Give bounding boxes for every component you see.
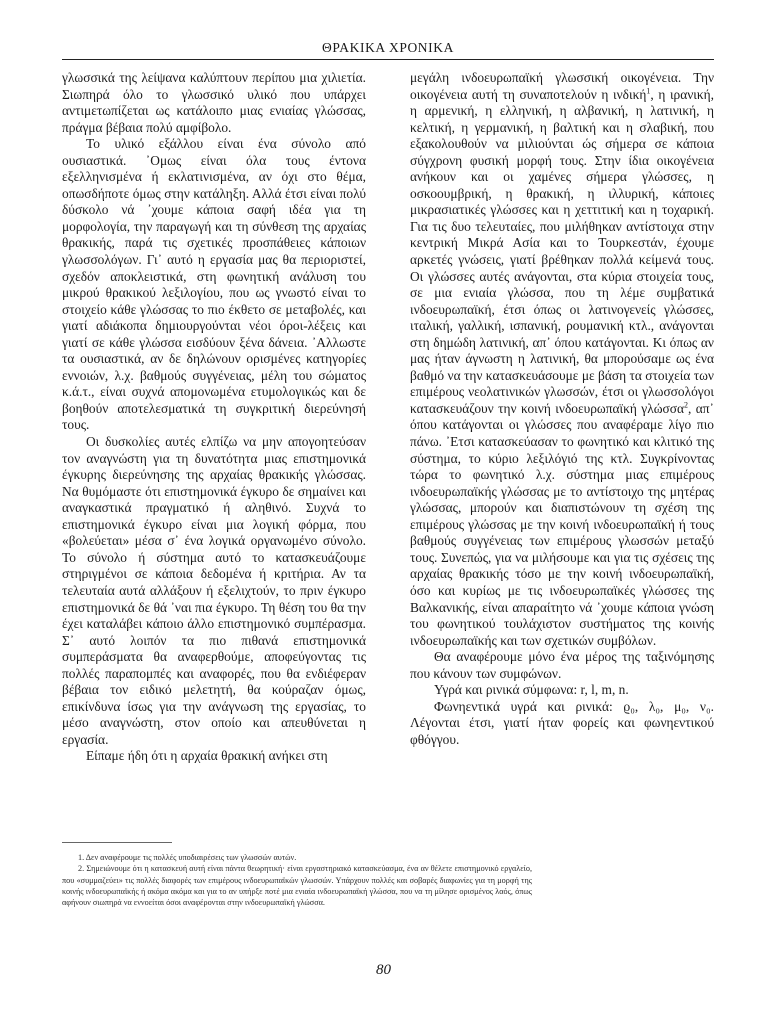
running-head: ΘΡΑΚΙΚΑ ΧΡΟΝΙΚΑ xyxy=(322,40,454,55)
paragraph: Υγρά και ρινικά σύμφωνα: r, l, m, n. xyxy=(434,682,629,698)
left-column xyxy=(62,70,366,765)
right-column xyxy=(410,70,714,748)
paragraph: Οι δυσκολίες αυτές ελπίζω να μην απογοητεύσαν τον αναγνώστη για τη δυνατότητα μιας επιστημονικά έγκυρης διερεύνησης της αρχαίας θρακικής γλώσσας. Να θυμόμαστε ότι επιστημονικά έγκυρο δε σημαίνει και αναγκαστικά πραγματικό ή αληθινό. Συχνά το επιστημονικά έγκυρο είναι μια λογική φόρμα, που «βολεύεται» μέσα σ᾽ ένα λογικά οργανωμένο σύνολο. Το σύνολο ή σύστημα αυτό το κατασκευάζουμε στηριγμένοι σε κάποια δεδομένα ή κριτήρια. Αν τα τελευταία αυτά αλλάξουν ή εξελιχτούν, το πριν έγκυρο επιστημονικά δε θά ᾽ναι πια έγκυρο. Τη θέση του θα την έχει καταλάβει κάποιο άλλο επιστημονικό συμπέρασμα. Σ᾽ αυτό λοιπόν τα πιο πιθανά επιστημονικά συμπεράσματα θα αναφερθούμε, αποφεύγοντας τις πολλές παραπομπές και αναφορές, που θα ενδιέφεραν βέβαια τον ειδικό μελετητή, θα κούραζαν όμως, επικίνδυνα ίσως για την ανάγνωση της εργασίας, το μέσο αναγνώστη, στον οποίο και απευθύνεται η εργασία. xyxy=(62,434,366,747)
footnote-marker: 2 xyxy=(683,400,688,410)
paragraph-text: , απ᾽ όπου κατάγονται οι γλώσσες που αναφέραμε λίγο πιο πάνω. ᾽Ετσι κατασκεύασαν το φωνητικό και κλιτικό της σύστημα, το κύριο λεξιλόγιό της κτλ. Συγκρίνοντας τώρα το φωνητικό λ.χ. σύστημα μιας επιμέρους ινδοευρωπαϊκής γλώσσας με το αντίστοιχο της μητέρας γλώσσας, μπορούν και διαπιστώνουν τη σχέση της επιμέρους γλώσσας με την κοινή ινδοευρωπαϊκή ή τους βαθμούς συγγένειας των επιμέρους γλωσσών μεταξύ τους. Συνεπώς, για να μιλήσουμε και για τις σχέσεις της αρχαίας θρακικής τόσο με την κοινή ινδοευρωπαϊκή, όσο και κυρίως με τις ινδοευρωπαϊκές γλώσσες της Βαλκανικής, είναι απαραίτητο νά ᾽χουμε κάποια γνώση του φωνητικού τουλάχιστον συστήματος της κοινής ινδοευρωπαϊκής και των σχετικών συμβόλων. xyxy=(410,400,714,648)
footnote-rule xyxy=(62,842,172,843)
page-number: 80 xyxy=(376,962,391,978)
paragraph xyxy=(410,70,714,649)
paragraph: Είπαμε ήδη ότι η αρχαία θρακική ανήκει στη xyxy=(86,748,328,764)
paragraph: Το υλικό εξάλλου είναι ένα σύνολο από ουσιαστικά. ᾽Ομως είναι όλα τους έντονα εξελληνισμένα ή εκλατινισμένα, αν όχι στο θέμα, οπωσδήποτε όμως στην κατάληξη. Αλλά έτσι είναι πολύ δύσκολο νά ᾽χουμε κάποια σαφή ιδέα για τη μορφολογία, την παραγωγή και τη σύνθεση της αρχαίας θρακικής, παρά τις σχετικές προσπάθειες κάποιων γλωσσολόγων. Γι᾽ αυτό η εργασία μας θα περιοριστεί, σχεδόν αποκλειστικά, στη φωνητική ανάλυση του μικρού θρακικού λεξιλογίου, που ως γνωστό είναι το στοιχείο κάθε γλώσσας το πιο έκθετο σε μεταβολές, και γιατί αδιάκοπα δημιουργούνται νέοι όροι-λέξεις και γιατί σε κάθε γλώσσα εισδύουν ξένα δάνεια. ᾽Αλλωστε τα ουσιαστικά, αν δε δηλώνουν ορισμένες κατηγορίες εννοιών, λ.χ. βαθμούς συγγένειας, μέλη του σώματος κ.ά.τ., είναι συχνά απομονωμένα ετυμολογικώς και δε βοηθούν αποτελεσματικά τη συγκριτική διερεύνησή τους. xyxy=(62,136,366,433)
paragraph: Φωνηεντικά υγρά και ρινικά: ϱ₀, λ₀, μ₀, ν₀. Λέγονται έτσι, γιατί ήταν φορείς και φωνηεντικού φθόγγου. xyxy=(410,698,714,747)
footnote: 1. Δεν αναφέρουμε τις πολλές υποδιαιρέσεις των γλωσσών αυτών. xyxy=(78,853,297,862)
footnote: 2. Σημειώνουμε ότι η κατασκευή αυτή είναι πάντα θεωρητική· είναι εργαστηριακό κατασκεύασμα, ένα αν θέλετε επιστημονικό εργαλείο, που «συμμαζεύει» τις πολλές διαφορές των επιμέρους ινδοευρωπαϊκών γλωσσών. Υπάρχουν πολλές και σοβαρές διαφωνίες για τη μορφή της κοινής ινδοευρωπαϊκής ή ακόμα ακόμα και για το αν υπήρξε ποτέ μια ενιαία ινδοευρωπαϊκή γλώσσα, που να τη μίλησε ορισμένος λαός, όπως αφήνουν σιωπηρά να εννοείται όσοι αναφέρονται στην ινδοευρωπαϊκή γλώσσα. xyxy=(62,864,532,908)
footnotes xyxy=(62,852,532,908)
paragraph-text: μεγάλη ινδοευρωπαϊκή γλωσσική οικογένεια. Την οικογένεια αυτή τη συναποτελούν η ινδική xyxy=(410,70,714,102)
header-rule xyxy=(62,59,714,60)
paragraph: γλωσσικά της λείψανα καλύπτουν περίπου μια χιλιετία. Σιωπηρά όλο το γλωσσικό υλικό που υπάρχει αντιμετωπίζεται ως κατάλοιπο μιας ενιαίας γλώσσας, πράγμα βέβαια πολύ αμφίβολο. xyxy=(62,70,366,135)
paragraph: Θα αναφέρουμε μόνο ένα μέρος της ταξινόμησης που κάνουν των συμφώνων. xyxy=(410,649,714,681)
paragraph-text: , η ιρανική, η αρμενική, η ελληνική, η αλβανική, η λατινική, η κελτική, η γερμανική, η βαλτική και η σλαβική, που εξακολουθούν να μιλιούνται ώς σήμερα σε κάποια σύγχρονη φυσική μορφή τους. Στην ίδια οικογένεια ανήκουν και οι χαμένες σήμερα γλώσσες, η οσκοουμβρική, η θρακική, η ιλλυρική, κάποιες μικρασιατικές γλώσσες και η χεττιτική και η τοχαρική. Για τις δυο τελευταίες, που μιλήθηκαν αντίστοιχα στην κεντρική Μικρά Ασία και το Τουρκεστάν, έχουμε αρκετές γνώσεις, γιατί βρέθηκαν πολλά κείμενά τους. Οι γλώσσες αυτές ανάγονται, στα κύρια στοιχεία τους, σε μια ενιαία γλώσσα, που τη λέμε συμβατικά ινδοευρωπαϊκή, έτσι όπως οι λατινογενείς γλώσσες, ιταλική, γαλλική, ισπανική, ρουμανική κτλ., ανάγονται στη δημώδη λατινική, απ᾽ όπου κατάγονται. Κι όπως αν μας ήταν άγνωστη η λατινική, θα μπορούσαμε ως ένα βαθμό να την κατασκευάσουμε με βάση τα στοιχεία των επιμέρους νεολατινικών γλωσσών, έτσι οι γλωσσολόγοι κατασκευάζουν την κοινή ινδοευρωπαϊκή γλώσσα xyxy=(410,86,714,416)
footnote-marker: 1 xyxy=(646,86,651,96)
